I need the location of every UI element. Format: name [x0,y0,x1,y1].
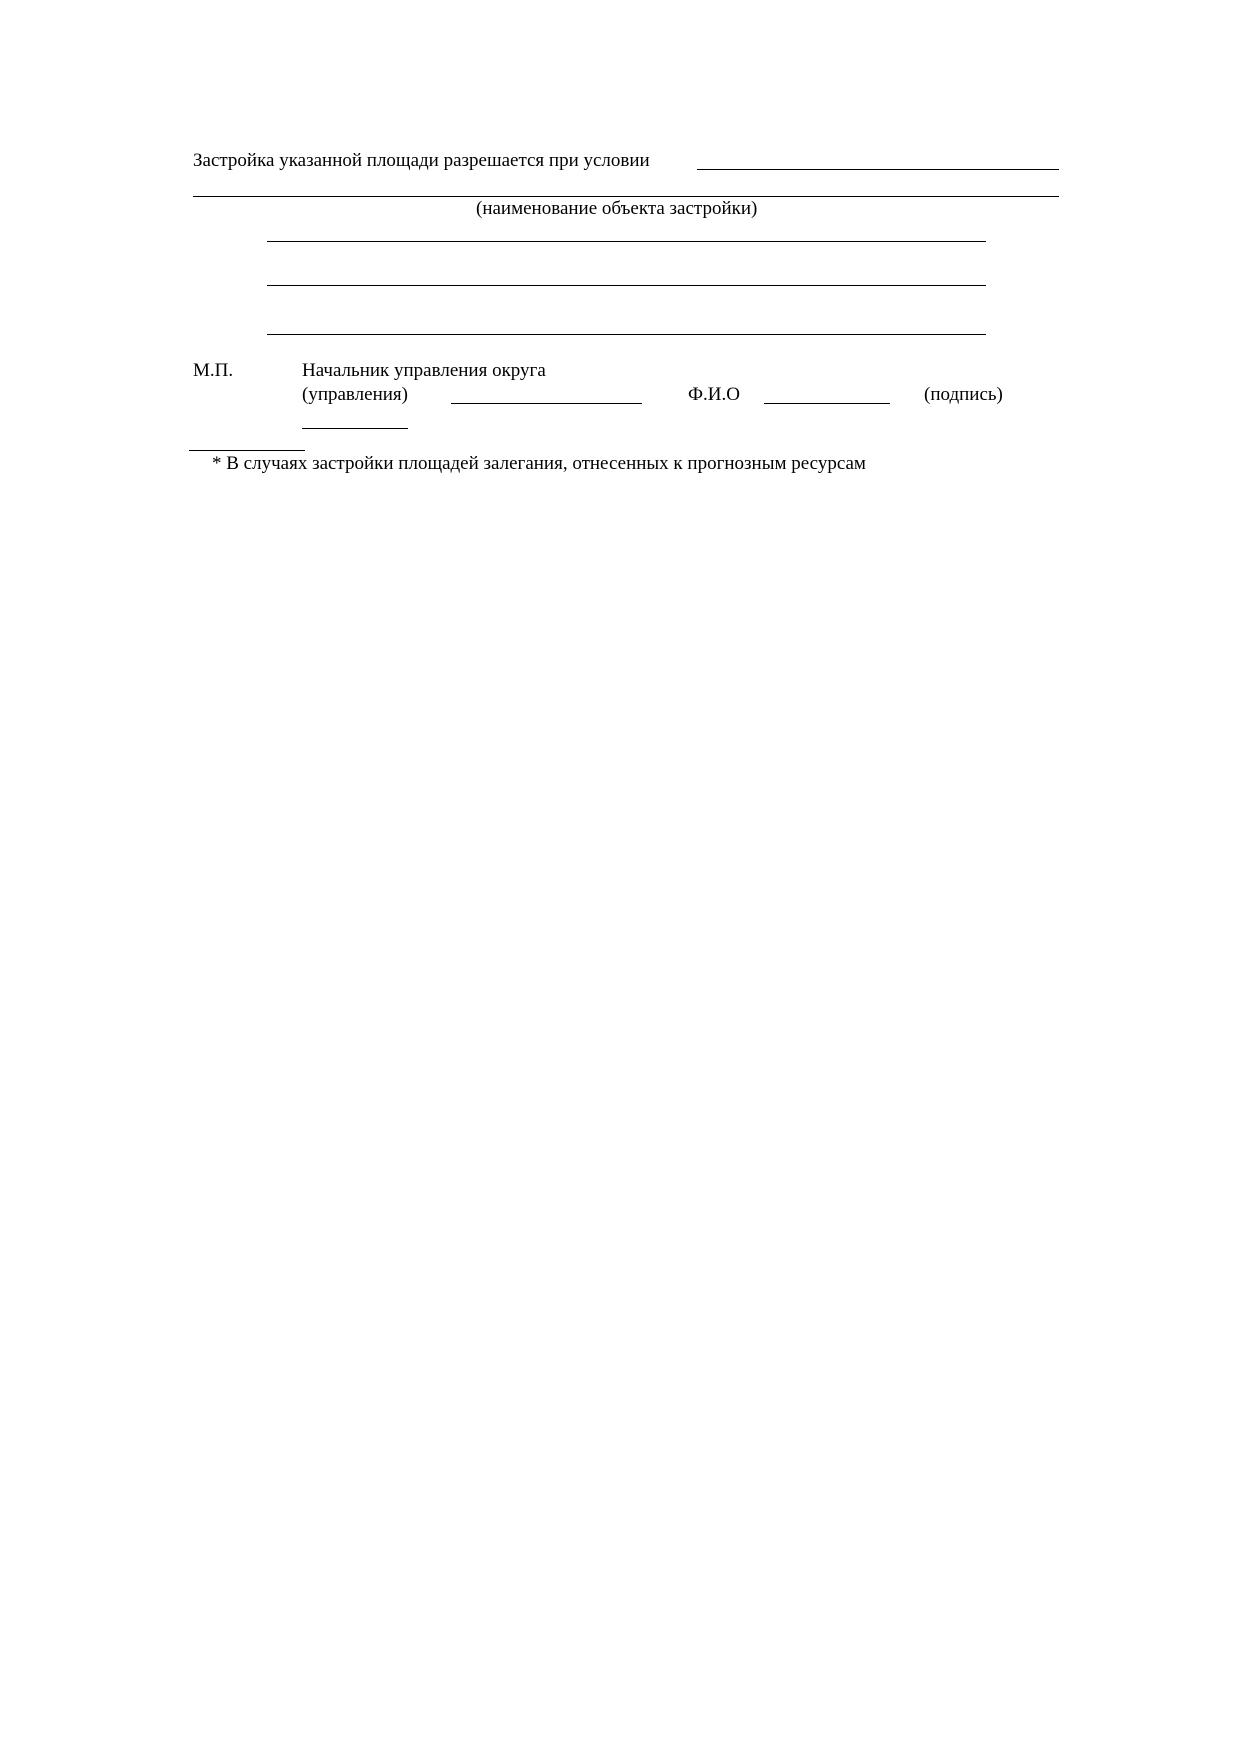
signature-blank[interactable] [302,428,408,429]
blank-line-3[interactable] [267,334,986,335]
condition-blank-2[interactable] [193,196,1059,197]
position-title-cont: (управления) [302,384,408,405]
position-blank[interactable] [451,403,642,404]
position-title: Начальник управления округа [302,360,546,381]
blank-line-1[interactable] [267,241,986,242]
condition-label: Застройка указанной площади разрешается при условии [193,150,650,171]
blank-line-2[interactable] [267,285,986,286]
condition-blank-1[interactable] [697,169,1059,170]
stamp-label: М.П. [193,360,234,381]
fio-label: Ф.И.О [688,384,740,405]
footnote-text: * В случаях застройки площадей залегания, отнесенных к прогнозным ресурсам [212,453,866,474]
footnote-separator [189,450,305,451]
fio-blank[interactable] [764,403,890,404]
signature-label: (подпись) [924,384,1003,405]
object-caption: (наименование объекта застройки) [476,198,758,219]
